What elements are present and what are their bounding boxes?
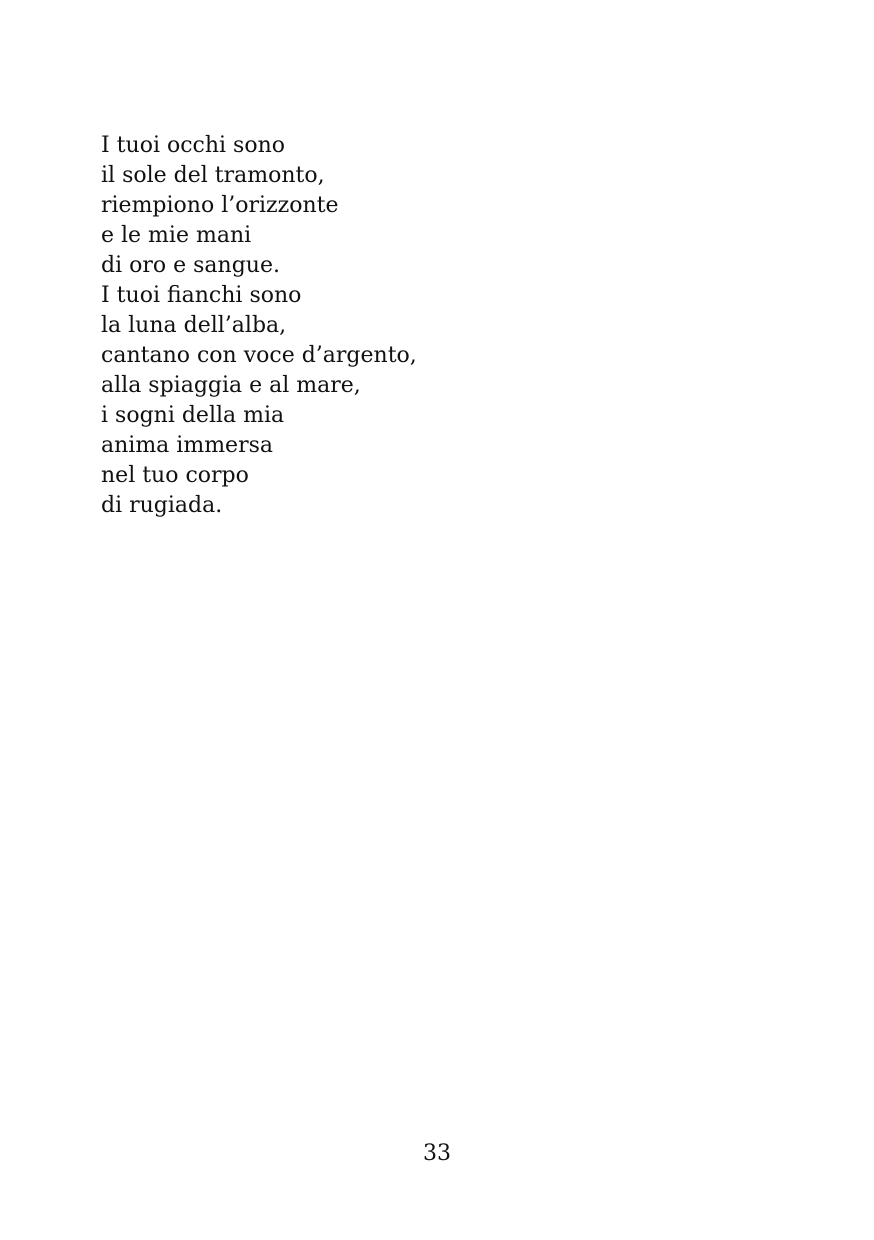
poem-line: il sole del tramonto, bbox=[101, 163, 325, 188]
poem-line: i sogni della mia bbox=[101, 403, 285, 428]
poem-line: la luna dell’alba, bbox=[101, 313, 287, 338]
poem-line: I tuoi fianchi sono bbox=[101, 283, 302, 308]
poem-line: cantano con voce d’argento, bbox=[101, 343, 417, 368]
page-number: 33 bbox=[423, 1141, 451, 1166]
poem-line: di oro e sangue. bbox=[101, 253, 280, 278]
poem-text bbox=[101, 131, 417, 521]
poem-line: alla spiaggia e al mare, bbox=[101, 373, 361, 398]
poem-line: anima immersa bbox=[101, 433, 273, 458]
poem-line: di rugiada. bbox=[101, 493, 223, 518]
poem-line: riempiono l’orizzonte bbox=[101, 193, 339, 218]
poem-line: e le mie mani bbox=[101, 223, 252, 248]
poem-line: nel tuo corpo bbox=[101, 463, 249, 488]
poem-line: I tuoi occhi sono bbox=[101, 133, 286, 158]
